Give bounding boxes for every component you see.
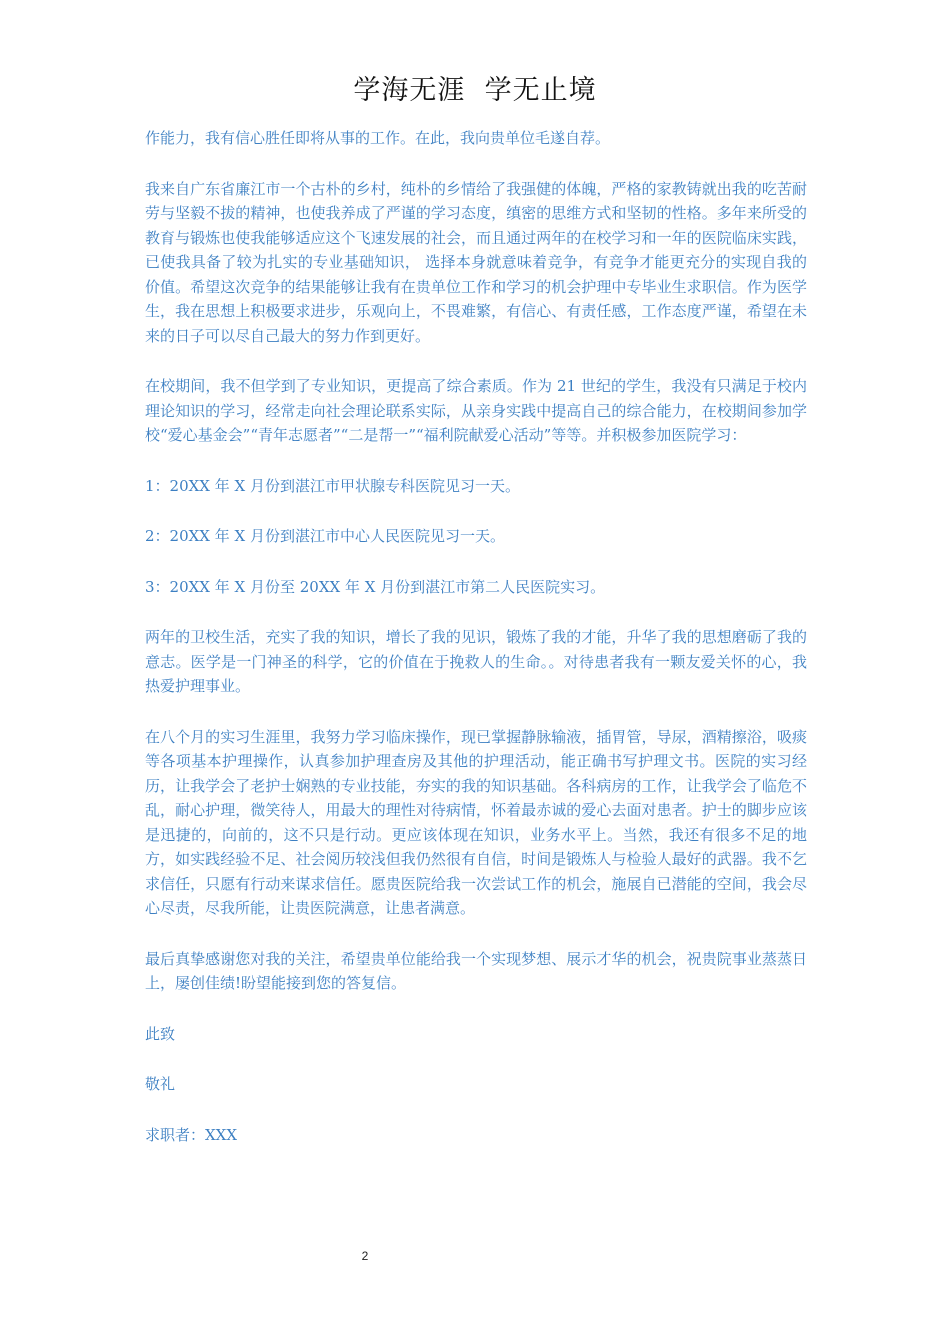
page-number: 2 xyxy=(361,1249,369,1263)
letter-body xyxy=(145,126,807,1147)
paragraph-internship-experience: 在八个月的实习生涯里，我努力学习临床操作，现已掌握静脉输液，插胃管，导尿，酒精擦浴，吸痰等各项基本护理操作，认真参加护理查房及其他的护理活动，能正确书写护理文书。医院的实习经历，让我学会了老护士娴熟的专业技能，夯实的我的知识基础。各科病房的工作，让我学会了临危不乱，耐心护理，微笑待人，用最大的理性对待病情，怀着最赤诚的爱心去面对患者。护士的脚步应该是迅捷的，向前的，这不只是行动。更应该体现在知识，业务水平上。当然，我还有很多不足的地方，如实践经验不足、社会阅历较浅但我仍然很有自信，时间是锻炼人与检验人最好的武器。我不乞求信任，只愿有行动来谋求信任。愿贵医院给我一次尝试工作的机会，施展自已潜能的空间，我会尽心尽责，尽我所能，让贵医院满意，让患者满意。 xyxy=(145,727,807,917)
paragraph-intro-continuation: 作能力，我有信心胜任即将从事的工作。在此，我向贵单位毛遂自荐。 xyxy=(145,129,611,147)
paragraph-background: 我来自广东省廉江市一个古朴的乡村，纯朴的乡情给了我强健的体魄，严格的家教铸就出我的吃苦耐劳与坚毅不拔的精神，也使我养成了严谨的学习态度，缜密的思维方式和坚韧的性格。多年来所受的教育与锻炼也使我能够适应这个飞速发展的社会，而且通过两年的在校学习和一年的医院临床实践，已使我具备了较为扎实的专业基础知识， 选择本身就意味着竞争，有竞争才能更充分的实现自我的价值。希望这次竞争的结果能够让我有在贵单位工作和学习的机会护理中专毕业生求职信。作为医学生，我在思想上积极要求进步，乐观向上，不畏难繁，有信心、有责任感，工作态度严谨，希望在未来的日子可以尽自己最大的努力作到更好。 xyxy=(145,179,807,345)
paragraph-school-activities: 在校期间，我不但学到了专业知识，更提高了综合素质。作为 21 世纪的学生，我没有只满足于校内理论知识的学习，经常走向社会理论联系实际，从亲身实践中提高自己的综合能力，在校期间参加学校“爱心基金会”“青年志愿者”“二是帮一”“福利院献爱心活动”等等。并积极参加医院学习： xyxy=(145,377,807,444)
list-item-internship-2: 2：20XX 年 X 月份到湛江市中心人民医院见习一天。 xyxy=(145,527,505,545)
salutation-cizhi: 此致 xyxy=(145,1024,176,1043)
paragraph-closing-thanks: 最后真挚感谢您对我的关注，希望贵单位能给我一个实现梦想、展示才华的机会，祝贵院事业蒸蒸日上，屡创佳绩!盼望能接到您的答复信。 xyxy=(145,949,807,992)
page-header-title: 学海无涯 学无止境 xyxy=(353,75,597,106)
list-item-internship-1: 1：20XX 年 X 月份到湛江市甲状腺专科医院见习一天。 xyxy=(145,476,520,495)
list-item-internship-3: 3：20XX 年 X 月份至 20XX 年 X 月份到湛江市第二人民医院实习。 xyxy=(145,577,606,596)
signature-applicant: 求职者：XXX xyxy=(145,1125,238,1144)
paragraph-nursing-school-life: 两年的卫校生活，充实了我的知识，增长了我的见识，锻炼了我的才能，升华了我的思想磨砺了我的意志。医学是一门神圣的科学，它的价值在于挽救人的生命。。对待患者我有一颗友爱关怀的心，我热爱护理事业。 xyxy=(145,628,807,695)
salutation-jingli: 敬礼 xyxy=(145,1075,176,1093)
